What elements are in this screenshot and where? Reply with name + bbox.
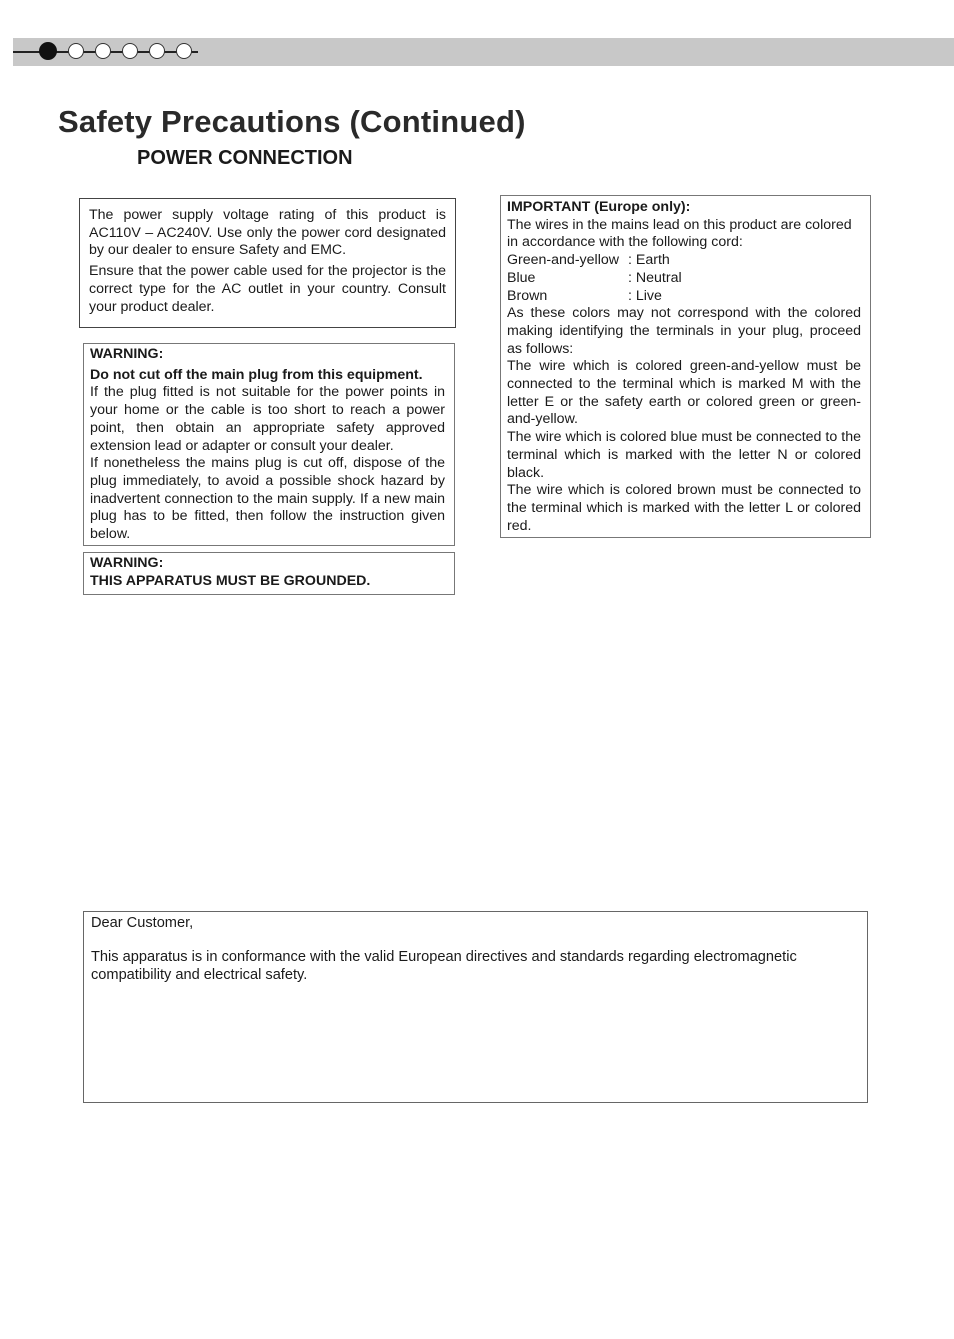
progress-dot-current bbox=[39, 42, 57, 60]
progress-dot bbox=[122, 43, 138, 59]
progress-dot bbox=[68, 43, 84, 59]
customer-greeting: Dear Customer, bbox=[91, 915, 194, 931]
progress-dot bbox=[95, 43, 111, 59]
important-paragraph: As these colors may not correspond with the colored making identifying the terminals in your plug, proceed as follows: bbox=[507, 305, 861, 357]
warning-subheading: Do not cut off the main plug from this equipment. bbox=[90, 366, 423, 383]
important-heading: IMPORTANT (Europe only): bbox=[507, 199, 691, 215]
important-paragraph: The wire which is colored brown must be connected to the terminal which is marked with the letter L or colored red. bbox=[507, 482, 861, 534]
wire-color: Blue bbox=[507, 269, 536, 286]
wire-row bbox=[507, 252, 861, 270]
page-title: Safety Precautions (Continued) bbox=[58, 104, 526, 139]
ground-warning-box bbox=[83, 552, 455, 595]
wire-meaning: : Neutral bbox=[628, 269, 682, 286]
customer-text: This apparatus is in conformance with the valid European directives and standards regarding electromagnetic compatibility and electrical safety. bbox=[91, 949, 797, 983]
cable-paragraph: Ensure that the power cable used for the projector is the correct type for the AC outlet in your country. Consult your product dealer. bbox=[89, 263, 446, 315]
wire-color: Green-and-yellow bbox=[507, 252, 619, 269]
wire-meaning: : Live bbox=[628, 287, 662, 304]
wire-color: Brown bbox=[507, 287, 548, 304]
customer-notice-box bbox=[83, 911, 868, 1103]
warning-paragraph: If nonetheless the mains plug is cut off, dispose of the plug immediately, to avoid a possible shock hazard by inadvertent connection to the main supply. If a new main plug has to be fitted, then follow the instruction given below. bbox=[90, 455, 445, 543]
important-intro: The wires in the mains lead on this product are colored in accordance with the following cord: bbox=[507, 216, 852, 251]
progress-dot bbox=[176, 43, 192, 59]
europe-important-box bbox=[500, 195, 871, 538]
progress-dot bbox=[149, 43, 165, 59]
wire-meaning: : Earth bbox=[628, 252, 670, 269]
warning-heading: WARNING: bbox=[90, 555, 164, 571]
header-bar bbox=[13, 38, 954, 66]
plug-warning-box bbox=[83, 343, 455, 546]
wire-row bbox=[507, 270, 861, 288]
warning-paragraph: If the plug fitted is not suitable for the power points in your home or the cable is too short to reach a power point, then obtain an appropriate safety approved extension lead or adapter or consult your dealer. bbox=[90, 384, 445, 454]
voltage-paragraph: The power supply voltage rating of this product is AC110V – AC240V. Use only the power cord designated by our dealer to ensure Safety and EMC. bbox=[89, 207, 446, 259]
warning-heading: WARNING: bbox=[90, 346, 164, 362]
section-title: POWER CONNECTION bbox=[137, 147, 353, 169]
voltage-notice-box bbox=[79, 198, 456, 328]
important-paragraph: The wire which is colored blue must be connected to the terminal which is marked with the letter N or colored black. bbox=[507, 429, 861, 481]
ground-warning-text: THIS APPARATUS MUST BE GROUNDED. bbox=[90, 572, 371, 589]
important-paragraph: The wire which is colored green-and-yellow must be connected to the terminal which is marked M with the letter E or the safety earth or colored green or green-and-yellow. bbox=[507, 358, 861, 428]
wire-row bbox=[507, 288, 861, 306]
